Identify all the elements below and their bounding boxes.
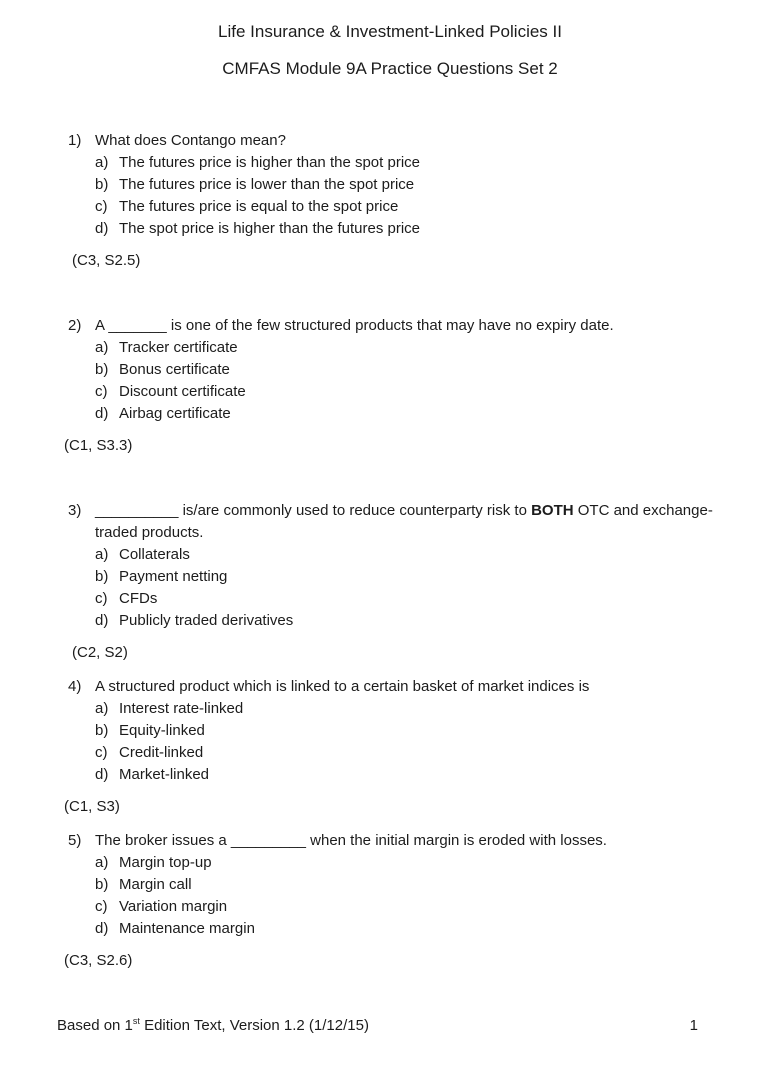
question-block — [64, 830, 722, 972]
option-letter: d) — [95, 612, 109, 629]
question-block — [64, 676, 722, 818]
option-text: Margin call — [119, 876, 192, 893]
option-text: Margin top-up — [119, 854, 212, 871]
options-list — [95, 544, 722, 632]
question-text — [95, 315, 722, 337]
question-line — [68, 315, 722, 337]
question-line — [68, 676, 722, 698]
question-block — [64, 500, 722, 664]
option-row — [95, 196, 722, 218]
option-letter: b) — [95, 176, 109, 193]
question-line — [68, 130, 722, 152]
option-text: Variation margin — [119, 898, 228, 915]
option-text: The spot price is higher than the futures price — [119, 220, 420, 237]
footer-superscript: st — [132, 1016, 140, 1026]
question-reference: (C3, S2.5) — [72, 252, 141, 269]
footer-edition-note — [57, 1016, 369, 1036]
question-text — [95, 676, 722, 698]
option-letter: b) — [95, 361, 109, 378]
option-row — [95, 874, 722, 896]
document-subtitle: CMFAS Module 9A Practice Questions Set 2 — [222, 59, 558, 78]
option-text: Discount certificate — [119, 383, 246, 400]
question-text — [95, 130, 722, 152]
question-block — [64, 130, 722, 272]
question-line — [68, 500, 722, 544]
option-letter: d) — [95, 766, 109, 783]
question-block — [64, 315, 722, 457]
questions-list — [0, 80, 780, 972]
question-number: 4) — [68, 678, 82, 695]
option-row — [95, 610, 722, 632]
option-text: Airbag certificate — [119, 405, 231, 422]
footer-text-suffix: Edition Text, Version 1.2 (1/12/15) — [139, 1017, 369, 1034]
option-text: The futures price is higher than the spot price — [119, 154, 420, 171]
option-text: Credit-linked — [119, 744, 204, 761]
options-list — [95, 337, 722, 425]
question-reference: (C3, S2.6) — [64, 952, 133, 969]
option-row — [95, 742, 722, 764]
question-text-segment: What does Contango mean? — [95, 132, 286, 149]
option-row — [95, 381, 722, 403]
option-row — [95, 218, 722, 240]
option-text: Interest rate-linked — [119, 700, 244, 717]
option-letter: d) — [95, 405, 109, 422]
option-text: Collaterals — [119, 546, 190, 563]
option-letter: c) — [95, 383, 108, 400]
option-letter: c) — [95, 898, 108, 915]
option-text: Payment netting — [119, 568, 228, 585]
question-number: 1) — [68, 132, 82, 149]
option-text: Equity-linked — [119, 722, 205, 739]
option-text: CFDs — [119, 590, 158, 607]
footer-text-prefix: Based on 1 — [57, 1017, 133, 1034]
option-text: Market-linked — [119, 766, 210, 783]
question-line — [68, 830, 722, 852]
option-row — [95, 403, 722, 425]
question-text-segment: __________ is/are commonly used to reduce counterparty risk to — [95, 502, 532, 519]
option-letter: c) — [95, 198, 108, 215]
question-text — [95, 830, 722, 852]
option-text: Publicly traded derivatives — [119, 612, 294, 629]
option-row — [95, 359, 722, 381]
page-number: 1 — [689, 1017, 698, 1034]
option-row — [95, 896, 722, 918]
options-list — [95, 152, 722, 240]
option-letter: d) — [95, 920, 109, 937]
option-row — [95, 720, 722, 742]
option-letter: b) — [95, 876, 109, 893]
question-number: 5) — [68, 832, 82, 849]
option-letter: c) — [95, 590, 108, 607]
option-letter: a) — [95, 854, 109, 871]
option-row — [95, 174, 722, 196]
option-letter: b) — [95, 568, 109, 585]
option-text: Tracker certificate — [119, 339, 238, 356]
option-row — [95, 918, 722, 940]
option-row — [95, 337, 722, 359]
page-footer — [57, 1016, 698, 1036]
options-list — [95, 698, 722, 786]
option-text: Bonus certificate — [119, 361, 230, 378]
question-number: 2) — [68, 317, 82, 334]
option-row — [95, 544, 722, 566]
option-text: Maintenance margin — [119, 920, 255, 937]
question-text — [95, 500, 722, 544]
question-reference: (C1, S3.3) — [64, 437, 133, 454]
question-text-segment: The broker issues a _________ when the initial margin is eroded with losses. — [95, 832, 607, 849]
option-letter: a) — [95, 700, 109, 717]
option-row — [95, 566, 722, 588]
question-text-bold-segment: BOTH — [531, 502, 574, 519]
option-letter: d) — [95, 220, 109, 237]
option-letter: c) — [95, 744, 108, 761]
options-list — [95, 852, 722, 940]
option-letter: b) — [95, 722, 109, 739]
option-letter: a) — [95, 339, 109, 356]
question-text-segment: A _______ is one of the few structured products that may have no expiry date. — [95, 317, 614, 334]
question-number: 3) — [68, 502, 82, 519]
question-text-segment: A structured product which is linked to a certain basket of market indices is — [95, 678, 590, 695]
option-row — [95, 852, 722, 874]
question-reference: (C1, S3) — [64, 798, 120, 815]
option-row — [95, 152, 722, 174]
option-row — [95, 588, 722, 610]
option-row — [95, 698, 722, 720]
option-letter: a) — [95, 546, 109, 563]
question-text-segment: OTC and exchange-traded products. — [95, 502, 713, 541]
option-text: The futures price is lower than the spot price — [119, 176, 415, 193]
document-title: Life Insurance & Investment-Linked Policies II — [218, 22, 562, 41]
option-letter: a) — [95, 154, 109, 171]
option-row — [95, 764, 722, 786]
option-text: The futures price is equal to the spot price — [119, 198, 399, 215]
question-reference: (C2, S2) — [72, 644, 128, 661]
